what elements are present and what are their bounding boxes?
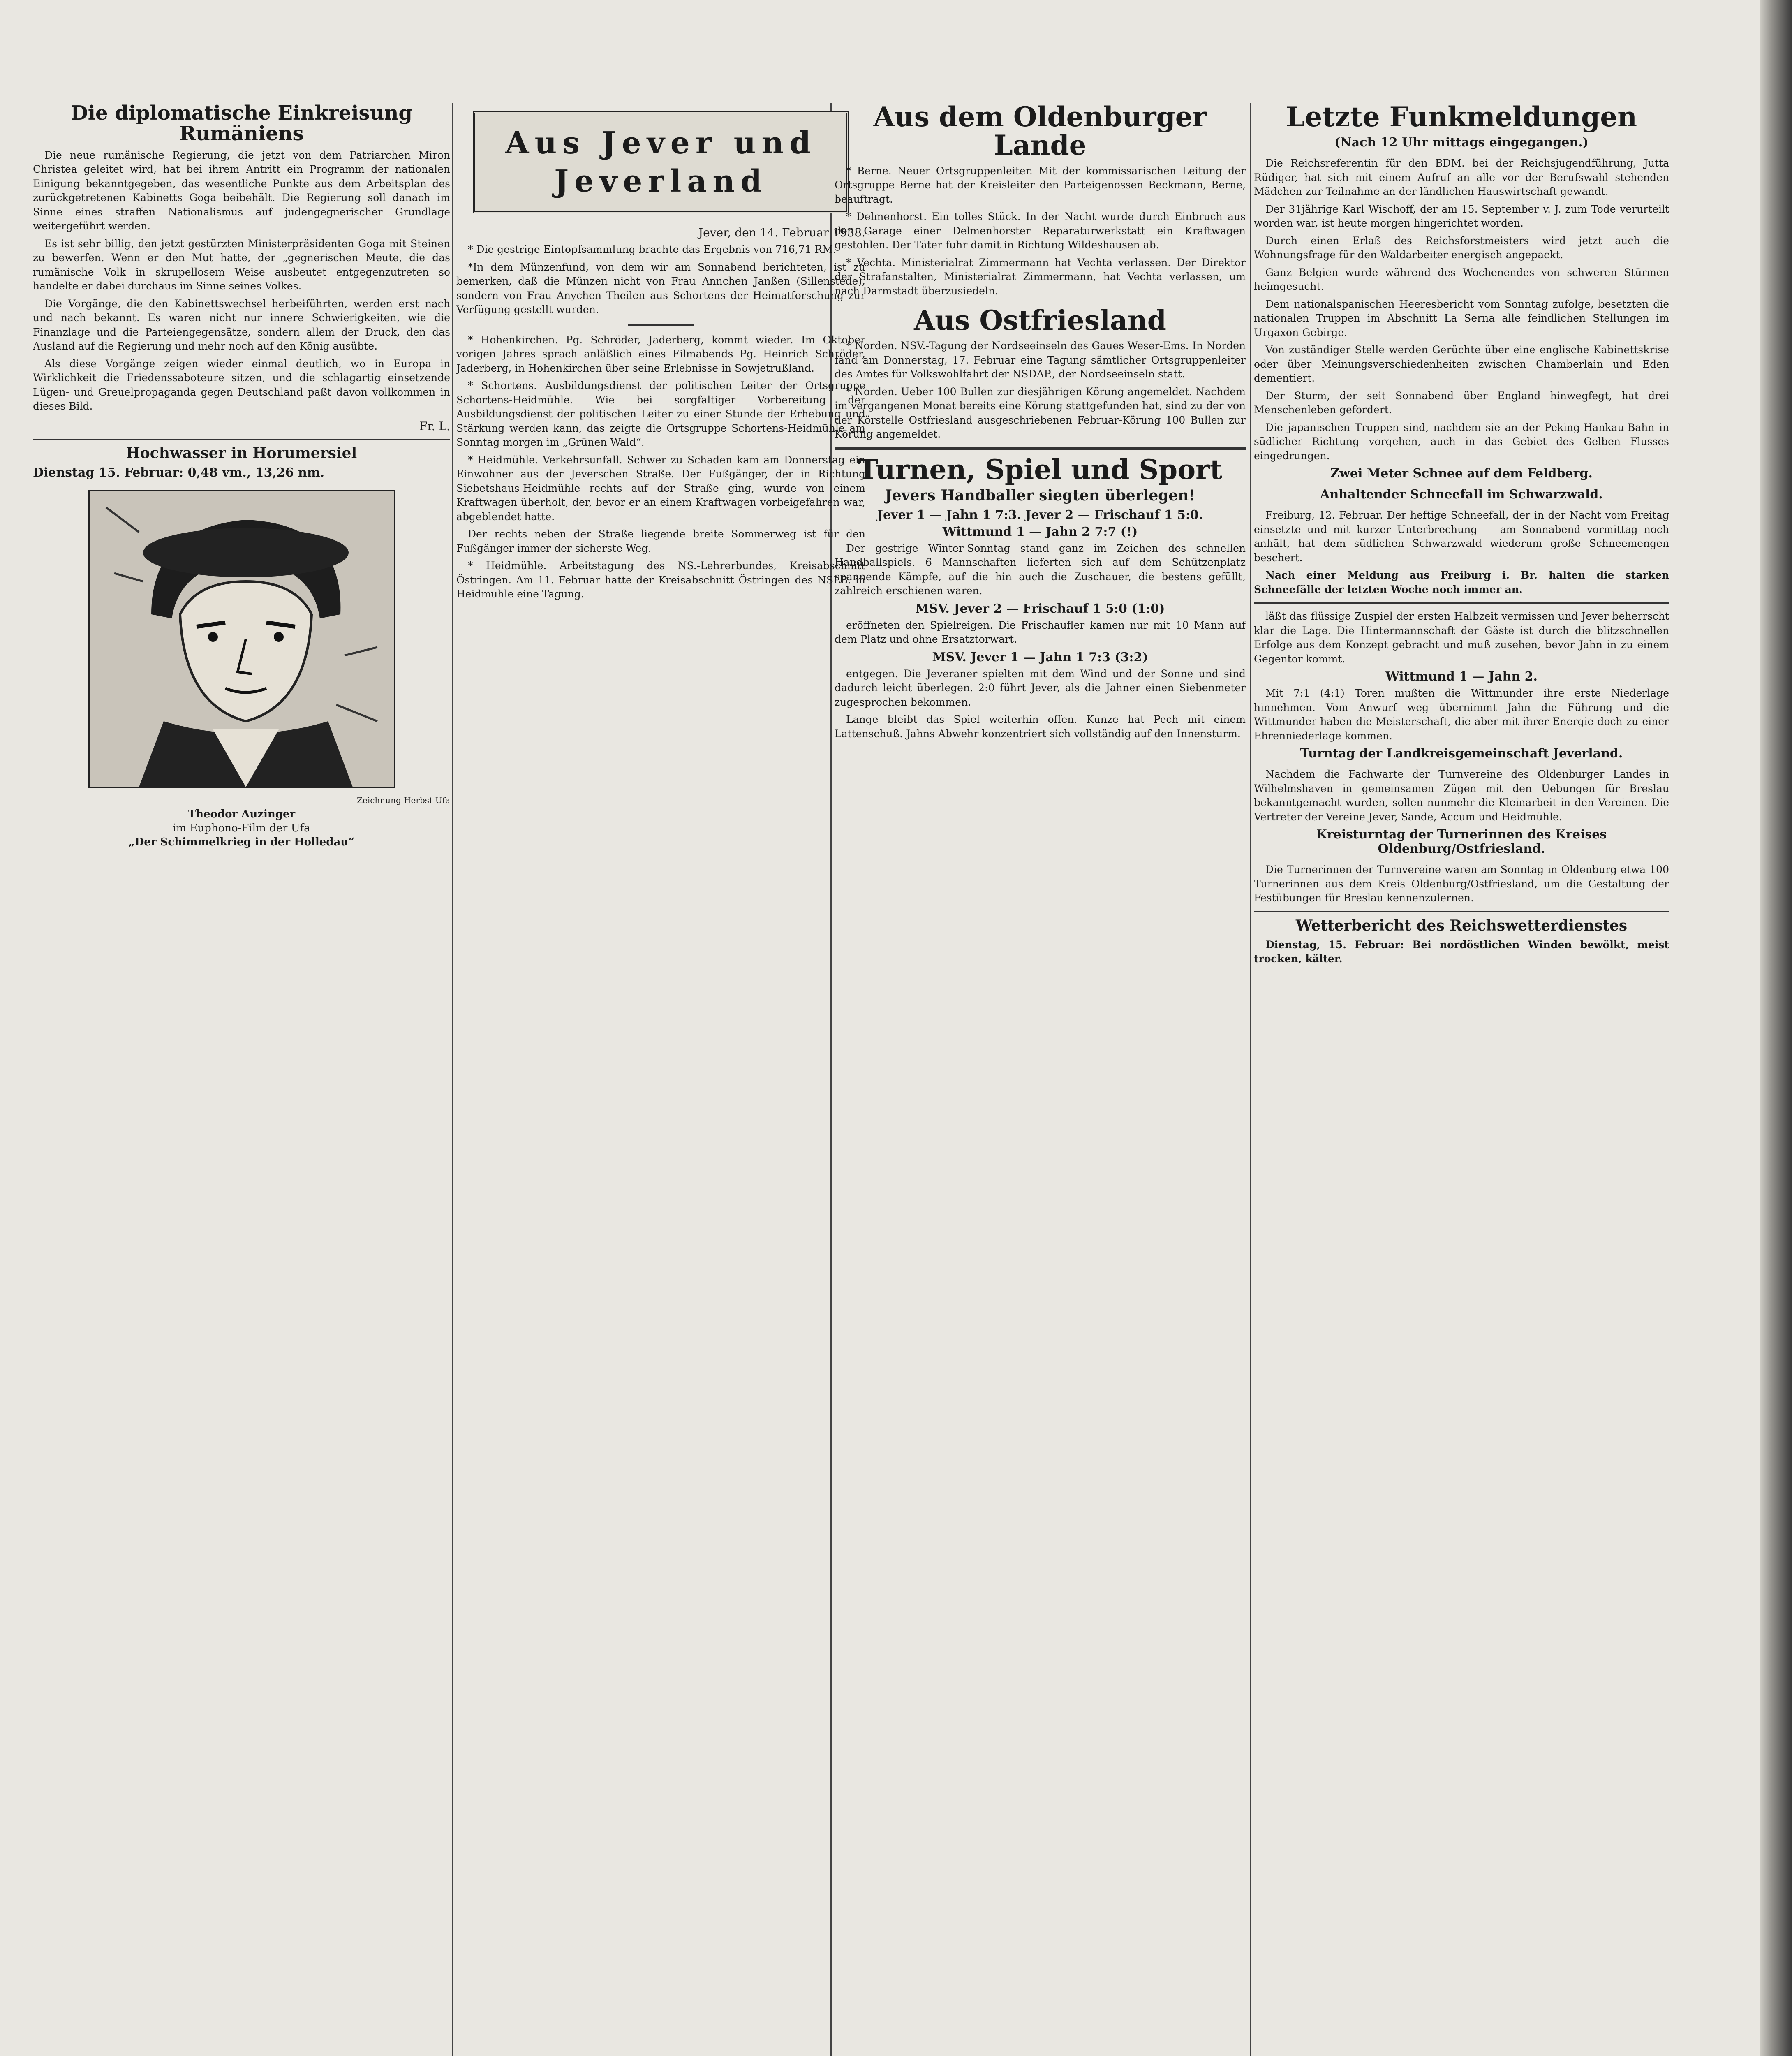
article-paragraph: Der rechts neben der Straße liegende breite Sommerweg ist für den Fußgänger immer der sicherste Weg. bbox=[456, 528, 865, 554]
article-paragraph: Als diese Vorgänge zeigen wieder einmal deutlich, wo in Europa in Wirklichkeit die Friedenssaboteure sitzen, und die schlagartig einsetzende Lügen- und Greuelpropaganda gegen Deutschland paßt davon vollkommen in dieses Bild. bbox=[33, 357, 450, 412]
sport-headline: Turnen, Spiel und Sport bbox=[858, 453, 1223, 486]
news-item: Die japanischen Truppen sind, nachdem sie an der Peking-Hankau-Bahn in südlicher Richtung vorgehen, auch in das Gebiet des Gelben Flusses eingedrungen. bbox=[1254, 421, 1669, 462]
news-item: Der Sturm, der seit Sonnabend über England hinwegfegt, hat drei Menschenleben gefordert. bbox=[1254, 389, 1669, 416]
column-oldenburg bbox=[835, 103, 1246, 744]
subheadline: (Nach 12 Uhr mittags eingegangen.) bbox=[1334, 135, 1589, 150]
news-item: Dem nationalspanischen Heeresbericht vom Sonntag zufolge, besetzten die nationalen Truppen im Abschnitt La Serna alle feindlichen Stellungen im Urgaxon-Gebirge. bbox=[1254, 298, 1669, 338]
article-paragraph: Der gestrige Winter-Sonntag stand ganz im Zeichen des schnellen Handballspiels. 6 Mannschaften lieferten sich auf dem Schützenplatz spannende Kämpfe, auf die hin auch die Zuschauer, die bestens gefüllt, zahlreich erschienen waren. bbox=[835, 542, 1246, 597]
portrait-drawing bbox=[90, 491, 394, 787]
article-paragraph: * Hohenkirchen. Pg. Schröder, Jaderberg, kommt wieder. Im Oktober vorigen Jahres sprach anläßlich eines Filmabends Pg. Heinrich Schröder, Jaderberg, in Hohenkirchen über seine Erlebnisse in Sowjetrußland. bbox=[456, 333, 865, 374]
article-paragraph: * Norden. NSV.-Tagung der Nordseeinseln des Gaues Weser-Ems. In Norden fand am Donnerstag, 17. Februar eine Tagung sämtlicher Ortsgruppenleiter des Amtes für Volkswohlfahrt der NSDAP., der Nordseeinseln statt. bbox=[835, 340, 1246, 380]
divider bbox=[33, 439, 450, 440]
headline: Aus dem Oldenburger Lande bbox=[873, 103, 1207, 162]
article-paragraph: Lange bleibt das Spiel weiterhin offen. Kunze hat Pech mit einem Lattenschuß. Jahns Abwehr konzentriert sich vollständig auf den Innensturm. bbox=[835, 713, 1246, 740]
column-diplomacy bbox=[33, 103, 450, 849]
subheadline: Anhaltender Schneefall im Schwarzwald. bbox=[1320, 487, 1603, 502]
caption-line: im Euphono-Film der Ufa bbox=[173, 822, 310, 834]
tide-times: Dienstag 15. Februar: 0,48 vm., 13,26 nm. bbox=[33, 465, 325, 480]
section-title-box: Aus Jever und Jeverland bbox=[473, 111, 849, 213]
article-paragraph: Die Vorgänge, die den Kabinettswechsel herbeiführten, werden erst nach und nach bekannt. Es waren nicht nur innere Schwierigkeiten, wie die Finanzlage und die Parteiengegensätze, sondern allem der Druck, den das Ausland auf die Regierung und mehr noch auf den König ausübte. bbox=[33, 297, 450, 352]
weather-text: Dienstag, 15. Februar: Bei nordöstlichen Winden bewölkt, meist trocken, kälter. bbox=[1254, 938, 1669, 965]
headline: Die diplomatische Einkreisung Rumäniens bbox=[71, 103, 412, 146]
match-heading: MSV. Jever 1 — Jahn 1 7:3 (3:2) bbox=[932, 650, 1148, 664]
caption-name: Theodor Auzinger bbox=[187, 808, 296, 820]
page-edge bbox=[1760, 0, 1792, 2056]
headline: Aus Ostfriesland bbox=[914, 304, 1166, 337]
article-paragraph: *In dem Münzenfund, von dem wir am Sonnabend berichteten, ist zu bemerken, daß die Münzen nicht von Frau Annchen Janßen (Sillenstede), sondern von Frau Anychen Theilen aus Schortens der Heimatforschung zur Verfügung gestellt wurden. bbox=[456, 261, 865, 315]
portrait-woodcut-image bbox=[88, 490, 395, 788]
subheadline: Zwei Meter Schnee auf dem Feldberg. bbox=[1330, 466, 1593, 481]
divider bbox=[628, 324, 694, 326]
article-paragraph: * Vechta. Ministerialrat Zimmermann hat Vechta verlassen. Der Direktor der Strafanstalten, Ministerialrat Zimmermann, hat Vechta verlassen, um nach Darmstadt überzusiedeln. bbox=[835, 256, 1246, 297]
weather-headline: Wetterbericht des Reichswetterdienstes bbox=[1295, 917, 1628, 934]
caption-title: „Der Schimmelkrieg in der Holledau“ bbox=[128, 836, 355, 848]
match-heading: Wittmund 1 — Jahn 2. bbox=[1385, 669, 1538, 684]
column-rule bbox=[452, 103, 453, 2056]
sport-subheadline: Jevers Handballer siegten überlegen! bbox=[885, 487, 1195, 505]
article-paragraph: Freiburg, 12. Februar. Der heftige Schneefall, der in der Nacht vom Freitag einsetzte und mit kurzer Unterbrechung — am Sonnabend vormittag noch anhält, hat dem südlichen Schwarzwald wiederum große Schneemengen beschert. bbox=[1254, 509, 1669, 564]
article-paragraph: * Die gestrige Eintopfsammlung brachte das Ergebnis von 716,71 RM. bbox=[468, 243, 836, 255]
article-paragraph: entgegen. Die Jeveraner spielten mit dem Wind und der Sonne und sind dadurch leicht überlegen. 2:0 führt Jever, als die Jahner einen Siebenmeter zugesprochen bekommen. bbox=[835, 667, 1246, 708]
column-news bbox=[1254, 103, 1669, 970]
article-paragraph: * Schortens. Ausbildungsdienst der politischen Leiter der Ortsgruppe Schortens-Heidmühle. Wie bei sorgfältiger Vorbereitung der Ausbildungsdienst der politischen Leiter zu einer Stunde der Erhebung und Stärkung werden kann, das zeigte die Ortsgruppe Schortens-Heidmühle am Sonntag morgen im „Grünen Wald“. bbox=[456, 380, 865, 448]
divider bbox=[835, 447, 1246, 450]
match-heading: MSV. Jever 2 — Frischauf 1 5:0 (1:0) bbox=[915, 601, 1165, 616]
news-item: Die Reichsreferentin für den BDM. bei der Reichsjugendführung, Jutta Rüdiger, hat sich mit einem Aufruf an alle vor der Berufswahl stehenden Mädchen zur Teilnahme an der ländlichen Hauswirtschaft gewandt. bbox=[1254, 157, 1669, 198]
article-paragraph: * Heidmühle. Verkehrsunfall. Schwer zu Schaden kam am Donnerstag ein Einwohner aus der Jeverschen Straße. Der Fußgänger, der in Richtung Siebetshaus-Heidmühle rechts auf der Straße ging, wurde von einem Kraftwagen überholt, der, bevor er an einem Kraftwagen vorbeigefahren war, abgeblendet hatte. bbox=[456, 454, 865, 523]
news-item: Durch einen Erlaß des Reichsforstmeisters wird jetzt auch die Wohnungsfrage für den Waldarbeiter energisch angepackt. bbox=[1254, 234, 1669, 261]
column-jever bbox=[456, 103, 865, 605]
article-paragraph: * Norden. Ueber 100 Bullen zur diesjährigen Körung angemeldet. Nachdem im vergangenen Monat bereits eine Körung stattgefunden hat, sind zu der von der Körstelle Ostfriesland ausgeschriebenen Februar-Körung 100 Bullen zur Körung angemeldet. bbox=[835, 385, 1246, 440]
article-paragraph: eröffneten den Spielreigen. Die Frischaufler kamen nur mit 10 Mann auf dem Platz und ohne Ersatztorwart. bbox=[835, 619, 1246, 646]
article-paragraph: * Delmenhorst. Ein tolles Stück. In der Nacht wurde durch Einbruch aus der Garage einer Delmenhorster Reparaturwerkstatt ein Kraftwagen gestohlen. Der Täter fuhr damit in Richtung Wildeshausen ab. bbox=[835, 211, 1246, 251]
subheadline: Turntag der Landkreisgemeinschaft Jeverland. bbox=[1300, 746, 1623, 761]
caption-credit: Zeichnung Herbst-Ufa bbox=[357, 795, 450, 805]
tide-heading: Hochwasser in Horumersiel bbox=[126, 444, 357, 462]
column-rule bbox=[1250, 103, 1251, 2056]
signature: Fr. L. bbox=[419, 419, 450, 433]
article-paragraph: Die neue rumänische Regierung, die jetzt von dem Patriarchen Miron Christea geleitet wird, hat bei ihrem Antritt ein Programm der nationalen Einigung bekanntgegeben, das wesentliche Punkte aus dem Arbeitsplan des zurückgetretenen Kabinetts Goga beibehält. Die Regierung soll danach im Sinne eines straffen Nationalismus auf judengegnerischer Grundlage weitergeführt werden. bbox=[33, 149, 450, 232]
article-paragraph: Es ist sehr billig, den jetzt gestürzten Ministerpräsidenten Goga mit Steinen zu bewerfen. Wenn er den Mut hatte, der „gegnerischen Meute, die das rumänische Volk in skrupellosem Weise ausbeutet entgegenzutreten so handelte er dabei durchaus im Sinne seines Volkes. bbox=[33, 237, 450, 292]
article-paragraph: Nachdem die Fachwarte der Turnvereine des Oldenburger Landes in Wilhelmshaven in gemeinsamen Zügen mit den Uebungen für Breslau bekanntgemacht wurden, sollen nunmehr die Kleinarbeit in den Vereinen. Die Vertreter der Vereine Jever, Sande, Accum und Heidmühle. bbox=[1254, 768, 1669, 823]
score-line: Wittmund 1 — Jahn 2 7:7 (!) bbox=[942, 524, 1138, 539]
article-paragraph: Mit 7:1 (4:1) Toren mußten die Wittmunder ihre erste Niederlage hinnehmen. Vom Anwurf weg übernimmt Jahn die Führung und die Wittmunder haben die Meisterschaft, die aber mit ihrer Energie doch zu einer Ehrenniederlage kommen. bbox=[1254, 687, 1669, 742]
headline: Letzte Funkmeldungen bbox=[1286, 103, 1637, 133]
news-item: Der 31jährige Karl Wischoff, der am 15. September v. J. zum Tode verurteilt worden war, ist heute morgen hingerichtet worden. bbox=[1254, 203, 1669, 229]
dateline: Jever, den 14. Februar 1938. bbox=[698, 226, 865, 239]
article-paragraph: läßt das flüssige Zuspiel der ersten Halbzeit vermissen und Jever beherrscht klar die Lage. Die Hintermannschaft der Gäste ist durch die blitzschnellen Erfolge aus dem Konzept gebracht und muß zusehen, bevor Jahn in zu einem Gegentor kommt. bbox=[1254, 610, 1669, 665]
article-paragraph: Nach einer Meldung aus Freiburg i. Br. halten die starken Schneefälle der letzten Woche noch immer an. bbox=[1254, 569, 1669, 595]
article-paragraph: * Berne. Neuer Ortsgruppenleiter. Mit der kommissarischen Leitung der Ortsgruppe Berne hat der Kreisleiter den Parteigenossen Beckmann, Berne, beauftragt. bbox=[835, 164, 1246, 205]
news-item: Ganz Belgien wurde während des Wochenendes von schweren Stürmen heimgesucht. bbox=[1254, 266, 1669, 293]
article-paragraph: * Heidmühle. Arbeitstagung des NS.-Lehrerbundes, Kreisabschnitt Östringen. Am 11. Februar hatte der Kreisabschnitt Östringen des NSLB. in Heidmühle eine Tagung. bbox=[456, 560, 865, 600]
article-paragraph: Die Turnerinnen der Turnvereine waren am Sonntag in Oldenburg etwa 100 Turnerinnen aus dem Kreis Oldenburg/Ostfriesland, um die Gestaltung der Festübungen für Breslau kennenzulernen. bbox=[1254, 864, 1669, 904]
image-caption bbox=[33, 793, 450, 849]
news-item: Von zuständiger Stelle werden Gerüchte über eine englische Kabinettskrise oder über Meinungsverschiedenheiten zwischen Chamberlain und Eden dementiert. bbox=[1254, 344, 1669, 384]
score-line: Jever 1 — Jahn 1 7:3. Jever 2 — Frischauf 1 5:0. bbox=[877, 507, 1203, 522]
subheadline: Kreisturntag der Turnerinnen des Kreises Oldenburg/Ostfriesland. bbox=[1316, 827, 1607, 857]
divider bbox=[1254, 602, 1669, 604]
divider bbox=[1254, 911, 1669, 912]
